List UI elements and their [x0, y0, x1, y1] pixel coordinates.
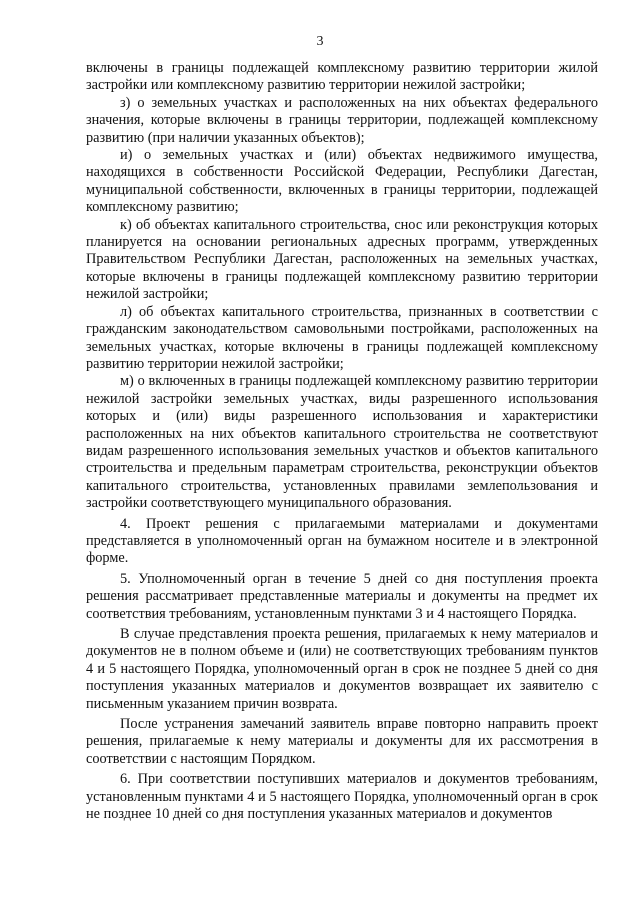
- document-body: [86, 60, 598, 823]
- paragraph-item-z: з) о земельных участках и расположенных на них объектах федерального значения, которые включены в границы территории, подлежащей комплексному развитию (при наличии указанных объектов);: [86, 94, 598, 146]
- paragraph-continuation: включены в границы подлежащей комплексному развитию территории жилой застройки или комплексному развитию территории нежилой застройки;: [86, 60, 598, 94]
- paragraph-resubmission: После устранения замечаний заявитель вправе повторно направить проект решения, прилагаемые к нему материалы и документы для их рассмотрения в соответствии с настоящим Порядком.: [86, 716, 598, 767]
- paragraph-item-k: к) об объектах капитального строительства, снос или реконструкция которых планируется на основании региональных адресных программ, утвержденных Правительством Республики Дагестан, расположенных на земельных участках, которые включены в границы подлежащей комплексному развитию территории нежилой застройки;: [86, 216, 598, 303]
- paragraph-clause-4: 4. Проект решения с прилагаемыми материалами и документами представляется в уполномоченный орган на бумажном носителе и в электронной форме.: [86, 515, 598, 567]
- paragraph-clause-5: 5. Уполномоченный орган в течение 5 дней со дня поступления проекта решения рассматривает представленные материалы и документы на предмет их соответствия требованиям, установленным пунктами 3 и 4 настоящего Порядка.: [86, 570, 598, 622]
- page-number: 3: [316, 34, 324, 49]
- paragraph-item-l: л) об объектах капитального строительства, признанных в соответствии с гражданским законодательством самовольными постройками, расположенных на земельных участках, которые включены в границы подлежащей комплексному развитию территории нежилой застройки;: [86, 303, 598, 372]
- paragraph-item-m: м) о включенных в границы подлежащей комплексному развитию территории нежилой застройки земельных участках, виды разрешенного использования которых и (или) виды разрешенного использования и характеристики расположенных на них объектов капитального строительства не соответствуют видам разрешенного использования земельных участков и объектов капитального строительства и предельным параметрам строительства, реконструкции объектов капитального строительства, установленных правилами землепользования и застройки соответствующего муниципального образования.: [86, 373, 598, 512]
- paragraph-item-i: и) о земельных участках и (или) объектах недвижимого имущества, находящихся в собственности Российской Федерации, Республики Дагестан, муниципальной собственности, включенных в границы территории, подлежащей комплексному развитию;: [86, 147, 598, 216]
- paragraph-clause-6: 6. При соответствии поступивших материалов и документов требованиям, установленным пунктами 4 и 5 настоящего Порядка, уполномоченный орган в срок не позднее 10 дней со дня поступления указанных материалов и документов: [86, 771, 598, 823]
- paragraph-return-case: В случае представления проекта решения, прилагаемых к нему материалов и документов не в полном объеме и (или) не соответствующих требованиям пунктов 4 и 5 настоящего Порядка, уполномоченный орган в срок не позднее 5 дней со дня поступления указанных материалов и документов возвращает их заявителю с письменным указанием причин возврата.: [86, 626, 598, 712]
